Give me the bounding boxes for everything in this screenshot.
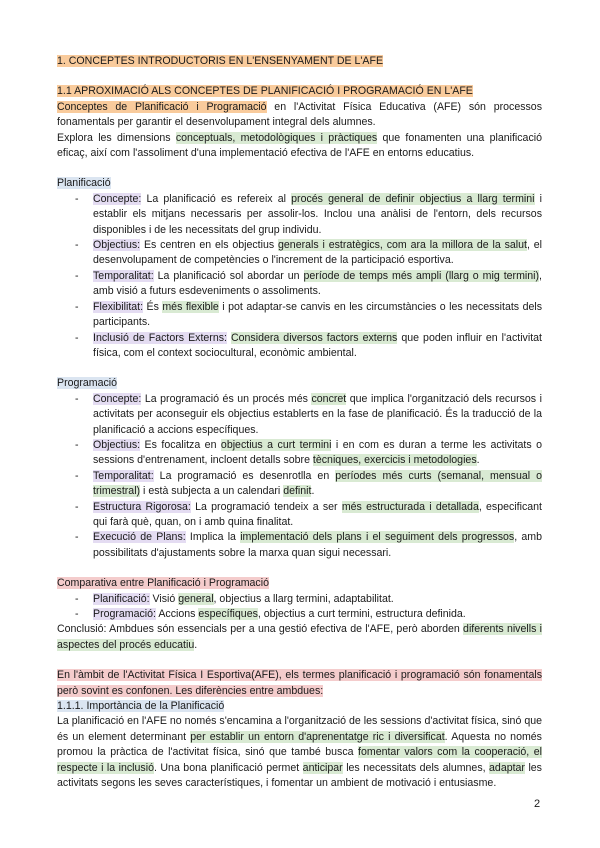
list-item: - Concepte: La programació és un procés més concret que implica l'organització dels recursos i activitats per aconseguir els objectius establerts en la fase de planificació. És la traducció de la planificació a accions específiques. bbox=[75, 392, 542, 436]
text-run: Objectius: bbox=[93, 239, 141, 252]
text-run: , especificant qui farà què, quan, on i amb quina finalitat. bbox=[93, 500, 542, 528]
comparativa-list bbox=[57, 592, 542, 623]
text-run: Programació: bbox=[93, 608, 156, 620]
text-run: En l'àmbit de l'Activitat Física I Esportiva(AFE), els termes planificació i programació són fonamentals però sovint es confonen. Les diferències entre ambdues: bbox=[57, 669, 542, 697]
text-run: en l'Activitat Física Educativa (AFE) són processos fonamentals per garantir el desenvolupament integral dels alumnes. bbox=[57, 100, 542, 129]
text-run: concret bbox=[311, 392, 347, 405]
text-run: 1.1.1. Importància de la Planificació bbox=[57, 700, 225, 713]
text-run: més estructurada i detallada bbox=[341, 500, 479, 513]
text-run: , amb visió a futurs esdeveniments o assoliments. bbox=[93, 269, 542, 298]
text-run: conceptuals, metodològiques i pràctiques bbox=[175, 131, 378, 144]
list-item: - Objectius: Es centren en els objectius generals i estratègics, com ara la millora de la salut, el desenvolupament de competències o l'increment de la participació esportiva. bbox=[75, 239, 542, 267]
list-item: - Temporalitat: La planificació sol abordar un període de temps més ampli (llarg o mig termini), amb visió a futurs esdeveniments o assoliments. bbox=[75, 269, 542, 298]
text-run: Estructura Rigorosa: bbox=[93, 500, 191, 513]
text-run: Inclusió de Factors Externs: bbox=[93, 331, 227, 344]
text-run: i establir els mitjans necessaris per assolir-los. Inclou una anàlisi de l'entorn, dels recursos disponibles i de les necessitats del grup individu. bbox=[93, 192, 543, 236]
text-run: Considera diversos factors externs bbox=[230, 331, 398, 344]
programacio-title bbox=[57, 376, 542, 391]
text-run: procés general de definir objectius a llarg termini bbox=[291, 192, 535, 205]
list-item: - Planificació: Visió general, objectius a llarg termini, adaptabilitat. bbox=[75, 592, 394, 605]
text-run: . bbox=[194, 638, 198, 651]
page-number: 2 bbox=[534, 798, 541, 810]
conclusion-paragraph bbox=[57, 622, 542, 653]
text-run: Conceptes de Planificació i Programació bbox=[57, 100, 267, 113]
text-run: i en com es duran a terme les activitats o sessions d'entrenament, incloent detalls sobre bbox=[93, 438, 542, 467]
list-item: - Execució de Plans: Implica la implementació dels plans i el seguiment dels progressos, amb possibilitats d'ajustaments sobre la marxa quan sigui necessari. bbox=[75, 531, 542, 559]
text-run: tècniques, exercicis i metodologies bbox=[312, 454, 477, 467]
list-item: - Estructura Rigorosa: La programació tendeix a ser més estructurada i detallada, especificant qui farà què, quan, on i amb quina finalitat. bbox=[75, 500, 542, 528]
text-run: les necessitats dels alumnes, bbox=[342, 761, 490, 774]
text-run: les activitats segons les seves característiques, i fomentar un ambient de motivació i entusiasme. bbox=[57, 761, 542, 790]
text-run: , el desenvolupament de competències o l'increment de la participació esportiva. bbox=[93, 239, 542, 267]
planificacio-list bbox=[57, 192, 542, 361]
text-run: , objectius a llarg termini, adaptabilitat. bbox=[213, 592, 394, 605]
text-run: Concepte: bbox=[93, 392, 142, 405]
text-run: Flexibilitat: bbox=[93, 300, 144, 313]
text-run: La planificació en l'AFE no només s'encamina a l'organització de les sessions d'activitat física, sinó que és un element determinant bbox=[57, 715, 542, 743]
text-run: Planificació bbox=[57, 177, 111, 190]
text-run: Conclusió: Ambdues són essencials per a una gestió efectiva de l'AFE, però aborden bbox=[57, 623, 464, 636]
list-item: - Temporalitat: La programació es desenrotlla en períodes més curts (semanal, mensual o trimestral) i està subjecta a un calendari definit. bbox=[75, 469, 542, 498]
text-run: Concepte: bbox=[93, 192, 142, 205]
text-run: per establir un entorn d'aprenentatge ric i diversificat bbox=[190, 730, 445, 743]
text-run: general bbox=[178, 592, 214, 605]
text-run: , objectius a curt termini, estructura definida. bbox=[257, 608, 466, 620]
text-run: , amb possibilitats d'ajustaments sobre la marxa quan sigui necessari. bbox=[93, 531, 542, 559]
text-run: que poden influir en l'activitat física, com el context sociocultural, econòmic ambiental. bbox=[93, 331, 542, 359]
text-run: implementació dels plans i el seguiment dels progressos bbox=[240, 531, 515, 544]
list-item: - Inclusió de Factors Externs: Considera diversos factors externs que poden influir en l'activitat física, com el context sociocultural, econòmic ambiental. bbox=[75, 331, 542, 359]
list-item: - Concepte: La planificació es refereix al procés general de definir objectius a llarg termini i establir els mitjans necessaris per assolir-los. Inclou una anàlisi de l'entorn, dels recursos disponibles i de les necessitats del grup individu. bbox=[75, 192, 543, 236]
text-run: . Aquesta no només promou la pràctica de l'activitat física, sinó que també busca bbox=[57, 730, 542, 759]
afe-intro-paragraph bbox=[57, 668, 542, 699]
text-run: La programació tendeix a ser bbox=[190, 500, 342, 513]
text-run: generals i estratègics, com ara la millora de la salut bbox=[278, 239, 527, 252]
list-item: - Flexibilitat: És més flexible i pot adaptar-se canvis en les circumstàncies o les necessitats dels participants. bbox=[75, 300, 543, 329]
text-run: Execució de Plans: bbox=[93, 531, 186, 544]
text-run: que fonamenten una planificació eficaç, així com l'assoliment d'una implementació efectiva de l'AFE en entorns educatius. bbox=[57, 131, 542, 160]
text-run: específiques bbox=[198, 608, 258, 620]
text-run: Objectius: bbox=[93, 438, 141, 451]
subsection-heading bbox=[57, 84, 542, 99]
text-run: . bbox=[311, 485, 315, 498]
list-item: - Objectius: Es focalitza en objectius a curt termini i en com es duran a terme les activitats o sessions d'entrenament, incloent detalls sobre tècniques, exercicis i metodologies. bbox=[75, 438, 542, 467]
text-run: Implica la bbox=[185, 531, 241, 544]
text-run: objectius a curt termini bbox=[220, 438, 332, 451]
intro-paragraph bbox=[57, 100, 542, 131]
text-run: fomentar valors com la cooperació, el respecte i la inclusió bbox=[57, 746, 542, 774]
text-run: Es focalitza en bbox=[140, 438, 221, 451]
importance-paragraph bbox=[57, 714, 542, 791]
text-run: diferents nivells i aspectes del procés educatiu bbox=[57, 623, 542, 651]
text-run: anticipar bbox=[302, 761, 343, 774]
programacio-list bbox=[57, 392, 542, 561]
section-heading bbox=[57, 54, 542, 69]
subsubsection-heading bbox=[57, 699, 542, 714]
text-run: La planificació sol abordar un bbox=[153, 269, 304, 282]
text-run: La planificació es refereix al bbox=[141, 192, 292, 205]
text-run: . bbox=[476, 454, 480, 467]
text-run: Planificació: bbox=[93, 592, 150, 605]
text-run: Explora les dimensions bbox=[57, 131, 176, 144]
text-run: La programació és un procés més bbox=[141, 392, 312, 405]
comparativa-title bbox=[57, 576, 542, 591]
text-run: més flexible bbox=[162, 300, 219, 313]
text-run: Comparativa entre Planificació i Programació bbox=[57, 577, 269, 590]
text-run: Visió bbox=[149, 592, 179, 605]
text-run: Es centren en els objectius bbox=[140, 239, 279, 252]
text-run: 1. CONCEPTES INTRODUCTORIS EN L'ENSENYAMENT DE L'AFE bbox=[57, 55, 384, 67]
text-run: És bbox=[143, 300, 163, 313]
text-run: Temporalitat: bbox=[93, 469, 154, 482]
text-run: . Una bona planificació permet bbox=[153, 761, 303, 774]
text-run: que implica l'organització dels recursos i activitats per aconseguir els objectius establerts en la fase de planificació. És la traducció de la planificació a accions específiques. bbox=[93, 392, 542, 436]
document-page bbox=[57, 54, 542, 791]
text-run: Programació bbox=[57, 377, 118, 390]
planificacio-title bbox=[57, 176, 542, 191]
text-run: definit bbox=[283, 485, 312, 498]
text-run: La programació es desenrotlla en bbox=[153, 469, 336, 482]
list-item: - Programació: Accions específiques, objectius a curt termini, estructura definida. bbox=[75, 608, 466, 620]
text-run: i pot adaptar-se canvis en les circumstàncies o les necessitats dels participants. bbox=[93, 300, 543, 329]
text-run: Temporalitat: bbox=[93, 269, 154, 282]
text-run: Accions bbox=[156, 608, 199, 620]
text-run: i està subjecta a un calendari bbox=[140, 485, 284, 498]
text-run: període de temps més ampli (llarg o mig termini) bbox=[303, 269, 540, 282]
text-run: adaptar bbox=[489, 761, 525, 774]
text-run: períodes més curts (semanal, mensual o trimestral) bbox=[93, 469, 542, 498]
explore-paragraph bbox=[57, 131, 542, 162]
text-run: 1.1 APROXIMACIÓ ALS CONCEPTES DE PLANIFICACIÓ I PROGRAMACIÓ EN L'AFE bbox=[57, 85, 473, 98]
